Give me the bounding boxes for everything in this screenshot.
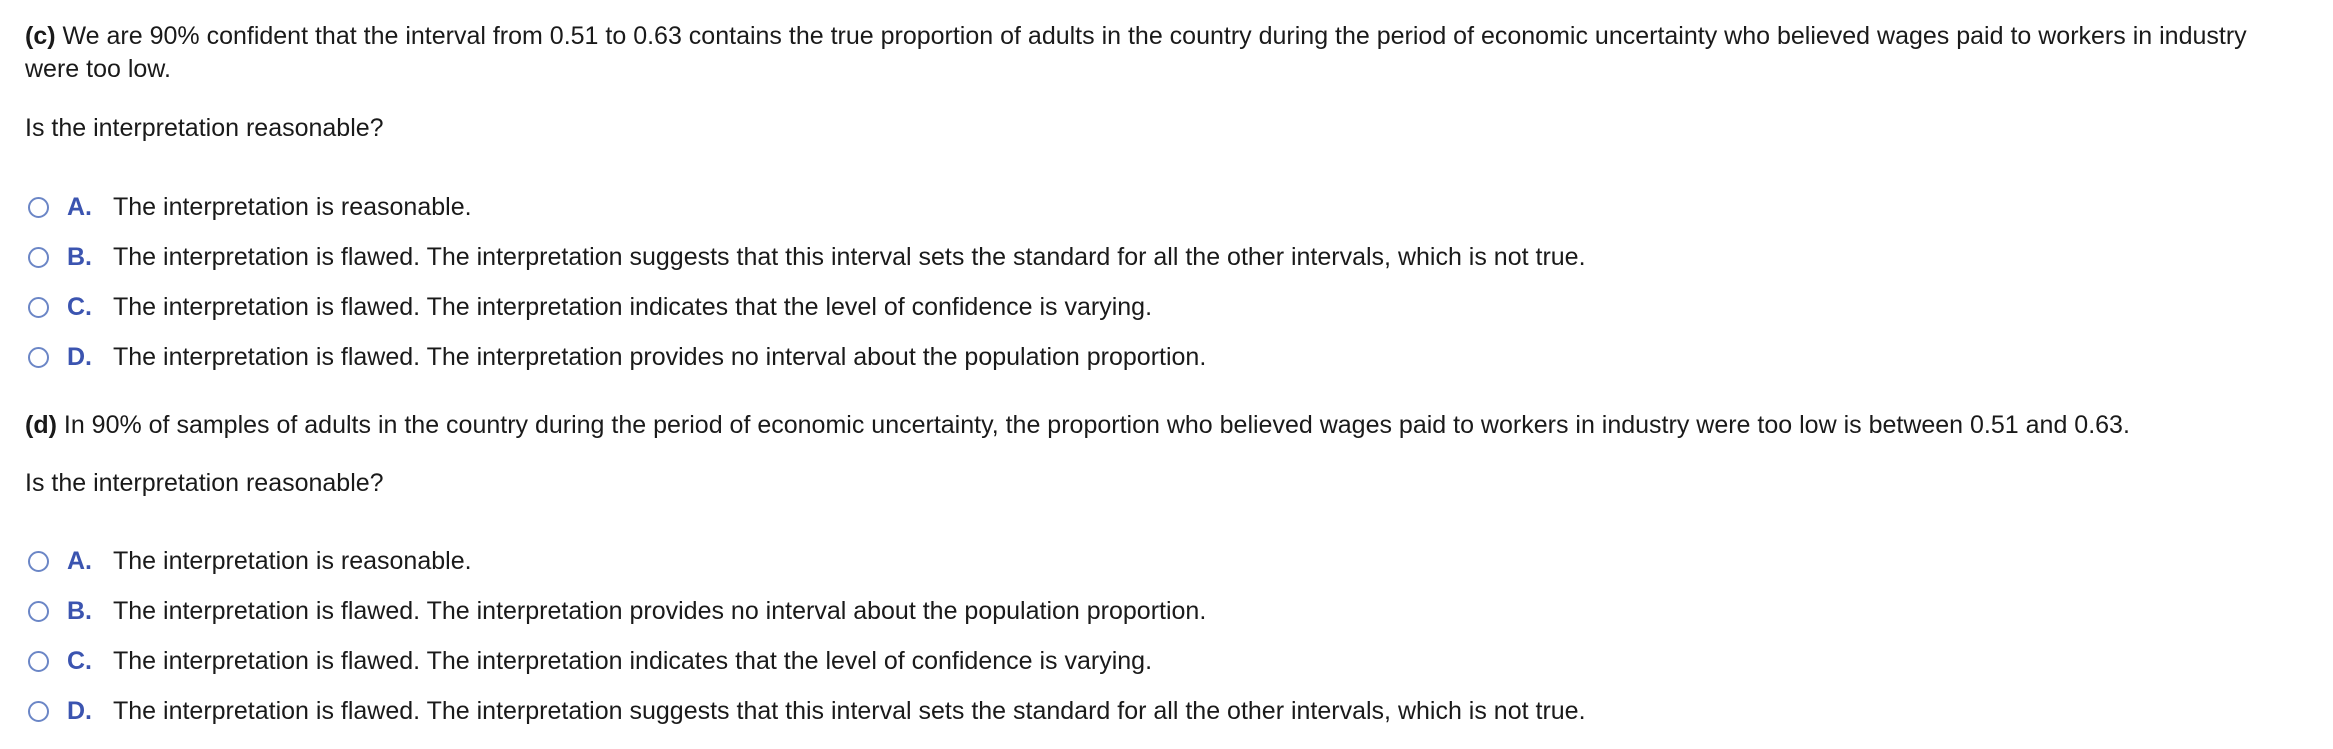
option-letter: B. xyxy=(67,242,92,271)
part-c-tag: (c) xyxy=(25,22,56,50)
part-d-option-c[interactable] xyxy=(28,644,1152,678)
radio-button-icon[interactable] xyxy=(28,601,49,622)
radio-button-icon[interactable] xyxy=(28,297,49,318)
option-letter: D. xyxy=(67,342,92,371)
part-c-question: Is the interpretation reasonable? xyxy=(25,114,384,142)
part-c-option-b[interactable] xyxy=(28,240,1586,274)
option-letter: A. xyxy=(67,546,92,575)
option-text: The interpretation is reasonable. xyxy=(113,546,472,575)
option-letter: C. xyxy=(67,646,92,675)
option-text: The interpretation is flawed. The interpretation suggests that this interval sets the standard for all the other intervals, which is not true. xyxy=(113,696,1586,725)
part-d-statement xyxy=(25,409,2305,442)
radio-button-icon[interactable] xyxy=(28,197,49,218)
part-c-statement-text: We are 90% confident that the interval from 0.51 to 0.63 contains the true proportion of adults in the country during the period of economic uncertainty who believed wages paid to workers in industry were too low. xyxy=(25,22,2247,83)
part-d-option-a[interactable] xyxy=(28,544,472,578)
option-text: The interpretation is flawed. The interpretation indicates that the level of confidence is varying. xyxy=(113,646,1153,675)
option-letter: D. xyxy=(67,696,92,725)
part-d-statement-text: In 90% of samples of adults in the country during the period of economic uncertainty, the proportion who believed wages paid to workers in industry were too low is between 0.51 and 0.63. xyxy=(63,411,2130,439)
radio-button-icon[interactable] xyxy=(28,551,49,572)
option-letter: C. xyxy=(67,292,92,321)
part-d-tag: (d) xyxy=(25,411,57,439)
part-c-option-c[interactable] xyxy=(28,290,1152,324)
radio-button-icon[interactable] xyxy=(28,347,49,368)
radio-button-icon[interactable] xyxy=(28,247,49,268)
part-c-option-a[interactable] xyxy=(28,190,472,224)
option-letter: B. xyxy=(67,596,92,625)
radio-button-icon[interactable] xyxy=(28,701,49,722)
part-c-statement xyxy=(25,20,2305,86)
option-text: The interpretation is flawed. The interpretation provides no interval about the population proportion. xyxy=(113,342,1207,371)
option-text: The interpretation is reasonable. xyxy=(113,192,472,221)
option-letter: A. xyxy=(67,192,92,221)
option-text: The interpretation is flawed. The interpretation indicates that the level of confidence is varying. xyxy=(113,292,1153,321)
option-text: The interpretation is flawed. The interpretation provides no interval about the population proportion. xyxy=(113,596,1207,625)
part-d-option-b[interactable] xyxy=(28,594,1206,628)
part-d-question: Is the interpretation reasonable? xyxy=(25,469,384,497)
part-c-option-d[interactable] xyxy=(28,340,1206,374)
part-d-option-d[interactable] xyxy=(28,694,1586,728)
radio-button-icon[interactable] xyxy=(28,651,49,672)
option-text: The interpretation is flawed. The interpretation suggests that this interval sets the standard for all the other intervals, which is not true. xyxy=(113,242,1586,271)
